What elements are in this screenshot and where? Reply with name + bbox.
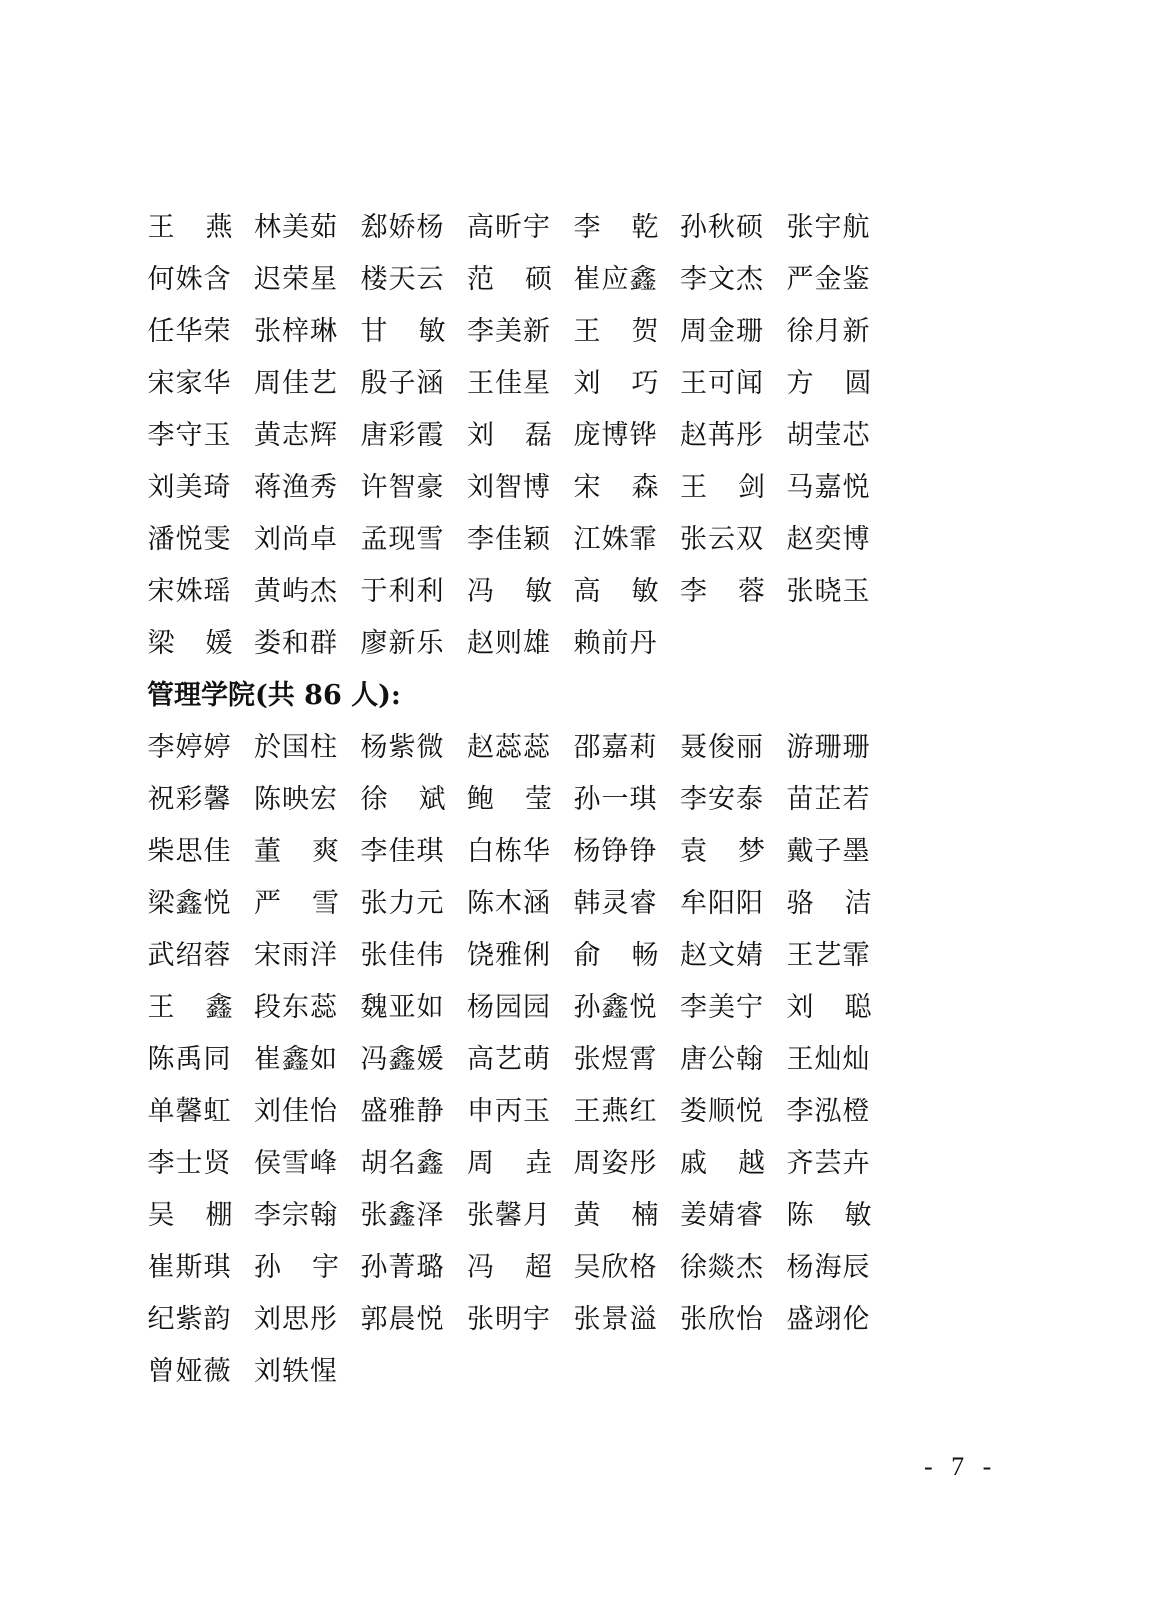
person-name: 娄 和 群 <box>254 628 337 659</box>
person-name: 李 佳 琪 <box>360 836 444 867</box>
person-name: 赖 前 丹 <box>573 628 657 659</box>
person-name: 高 敏 <box>573 576 659 607</box>
person-name: 冯 鑫 媛 <box>360 1044 444 1075</box>
person-name: 王 鑫 <box>147 992 233 1023</box>
person-name: 胡 名 鑫 <box>360 1148 444 1179</box>
person-name: 张 欣 怡 <box>680 1304 763 1335</box>
person-name: 苗 芷 若 <box>786 784 870 815</box>
person-name: 郭 晨 悦 <box>360 1304 444 1335</box>
person-name: 单 馨 虹 <box>147 1096 231 1127</box>
person-name: 白 栋 华 <box>467 836 550 867</box>
person-name: 张 明 宇 <box>467 1304 550 1335</box>
person-name: 柴 思 佳 <box>147 836 231 867</box>
person-name: 赵 则 雄 <box>467 628 550 659</box>
person-name: 杨 紫 微 <box>360 732 444 763</box>
person-name: 李 泓 橙 <box>786 1096 870 1127</box>
person-name: 曾 娅 薇 <box>147 1356 231 1387</box>
name-row <box>147 1190 887 1242</box>
person-name: 甘 敏 <box>360 316 446 347</box>
person-name: 许 智 豪 <box>360 472 444 503</box>
person-name: 李 婷 婷 <box>147 732 231 763</box>
person-name: 高 昕 宇 <box>467 212 550 243</box>
person-name: 李 美 宁 <box>680 992 763 1023</box>
section-heading-management-school: 管理学院(共 86 人): <box>147 680 401 711</box>
person-name: 陈 敏 <box>786 1200 872 1231</box>
name-row <box>147 1294 887 1346</box>
person-name: 邵 嘉 莉 <box>573 732 657 763</box>
person-name: 董 爽 <box>254 836 339 867</box>
name-list-document <box>147 202 887 1398</box>
person-name: 范 硕 <box>467 264 552 295</box>
person-name: 李 安 泰 <box>680 784 763 815</box>
person-name: 唐 公 翰 <box>680 1044 763 1075</box>
person-name: 张 馨 月 <box>467 1200 550 1231</box>
person-name: 马 嘉 悦 <box>786 472 870 503</box>
person-name: 鲍 莹 <box>467 784 552 815</box>
person-name: 赵 奕 博 <box>786 524 870 555</box>
person-name: 李 美 新 <box>467 316 550 347</box>
person-name: 戴 子 墨 <box>786 836 870 867</box>
name-row <box>147 878 887 930</box>
person-name: 周 金 珊 <box>680 316 763 347</box>
person-name: 姜 婧 睿 <box>680 1200 763 1231</box>
name-row <box>147 462 887 514</box>
person-name: 张 晓 玉 <box>786 576 870 607</box>
person-name: 于 利 利 <box>360 576 444 607</box>
person-name: 孙 宇 <box>254 1252 339 1283</box>
person-name: 徐 斌 <box>360 784 446 815</box>
person-name: 方 圆 <box>786 368 872 399</box>
person-name: 殷 子 涵 <box>360 368 444 399</box>
person-name: 於 国 柱 <box>254 732 337 763</box>
person-name: 骆 洁 <box>786 888 872 919</box>
person-name: 张 鑫 泽 <box>360 1200 444 1231</box>
name-row <box>147 722 887 774</box>
person-name: 盛 雅 静 <box>360 1096 444 1127</box>
section-1-name-list <box>147 202 887 670</box>
person-name: 申 丙 玉 <box>467 1096 550 1127</box>
person-name: 庞 博 铧 <box>573 420 657 451</box>
name-row <box>147 566 887 618</box>
person-name: 纪 紫 韵 <box>147 1304 231 1335</box>
person-name: 侯 雪 峰 <box>254 1148 337 1179</box>
person-name: 李 佳 颖 <box>467 524 550 555</box>
person-name: 黄 志 辉 <box>254 420 337 451</box>
person-name: 赵 苒 彤 <box>680 420 763 451</box>
person-name: 崔 鑫 如 <box>254 1044 337 1075</box>
person-name: 宋 森 <box>573 472 659 503</box>
person-name: 王 艺 霏 <box>786 940 870 971</box>
person-name: 王 燕 <box>147 212 233 243</box>
person-name: 孟 现 雪 <box>360 524 444 555</box>
name-row <box>147 202 887 254</box>
person-name: 周 佳 艺 <box>254 368 337 399</box>
person-name: 刘 佳 怡 <box>254 1096 337 1127</box>
person-name: 孙 菁 璐 <box>360 1252 444 1283</box>
person-name: 武 绍 蓉 <box>147 940 231 971</box>
person-name: 任 华 荣 <box>147 316 231 347</box>
person-name: 廖 新 乐 <box>360 628 444 659</box>
person-name: 冯 敏 <box>467 576 552 607</box>
name-row <box>147 1086 887 1138</box>
person-name: 陈 映 宏 <box>254 784 337 815</box>
person-name: 赵 文 婧 <box>680 940 763 971</box>
person-name: 孙 鑫 悦 <box>573 992 657 1023</box>
person-name: 祝 彩 馨 <box>147 784 231 815</box>
person-name: 盛 翊 伦 <box>786 1304 870 1335</box>
person-name: 刘 磊 <box>467 420 552 451</box>
page-number: - 7 - <box>924 1452 998 1481</box>
name-row <box>147 1242 887 1294</box>
person-name: 张 力 元 <box>360 888 444 919</box>
person-name: 周 姿 彤 <box>573 1148 657 1179</box>
name-row <box>147 254 887 306</box>
person-name: 迟 荣 星 <box>254 264 337 295</box>
person-name: 李 守 玉 <box>147 420 231 451</box>
person-name: 吴 棚 <box>147 1200 233 1231</box>
person-name: 戚 越 <box>680 1148 765 1179</box>
person-name: 黄 屿 杰 <box>254 576 337 607</box>
person-name: 宋 姝 瑶 <box>147 576 231 607</box>
person-name: 郄 娇 杨 <box>360 212 444 243</box>
person-name: 周 垚 <box>467 1148 552 1179</box>
person-name: 胡 莹 芯 <box>786 420 870 451</box>
person-name: 俞 畅 <box>573 940 659 971</box>
person-name: 陈 木 涵 <box>467 888 550 919</box>
person-name: 杨 铮 铮 <box>573 836 657 867</box>
person-name: 王 佳 星 <box>467 368 550 399</box>
person-name: 齐 芸 卉 <box>786 1148 870 1179</box>
person-name: 袁 梦 <box>680 836 765 867</box>
person-name: 张 景 溢 <box>573 1304 657 1335</box>
person-name: 杨 园 园 <box>467 992 550 1023</box>
person-name: 孙 秋 硕 <box>680 212 763 243</box>
person-name: 楼 天 云 <box>360 264 444 295</box>
person-name: 崔 斯 琪 <box>147 1252 231 1283</box>
person-name: 李 乾 <box>573 212 659 243</box>
person-name: 徐 燚 杰 <box>680 1252 763 1283</box>
name-row <box>147 410 887 462</box>
person-name: 蒋 渔 秀 <box>254 472 337 503</box>
person-name: 刘 尚 卓 <box>254 524 337 555</box>
name-row <box>147 1346 887 1398</box>
person-name: 娄 顺 悦 <box>680 1096 763 1127</box>
person-name: 梁 媛 <box>147 628 233 659</box>
name-row <box>147 930 887 982</box>
person-name: 王 灿 灿 <box>786 1044 870 1075</box>
person-name: 李 文 杰 <box>680 264 763 295</box>
person-name: 张 宇 航 <box>786 212 870 243</box>
person-name: 韩 灵 睿 <box>573 888 657 919</box>
name-row <box>147 1138 887 1190</box>
person-name: 杨 海 辰 <box>786 1252 870 1283</box>
person-name: 张 煜 霄 <box>573 1044 657 1075</box>
person-name: 刘 美 琦 <box>147 472 231 503</box>
name-row <box>147 618 887 670</box>
person-name: 林 美 茹 <box>254 212 337 243</box>
person-name: 刘 巧 <box>573 368 659 399</box>
person-name: 唐 彩 霞 <box>360 420 444 451</box>
person-name: 刘 轶 惺 <box>254 1356 337 1387</box>
person-name: 饶 雅 俐 <box>467 940 550 971</box>
name-row <box>147 1034 887 1086</box>
person-name: 王 燕 红 <box>573 1096 657 1127</box>
person-name: 潘 悦 雯 <box>147 524 231 555</box>
person-name: 赵 蕊 蕊 <box>467 732 550 763</box>
person-name: 宋 家 华 <box>147 368 231 399</box>
person-name: 张 云 双 <box>680 524 763 555</box>
person-name: 吴 欣 格 <box>573 1252 657 1283</box>
person-name: 冯 超 <box>467 1252 552 1283</box>
person-name: 梁 鑫 悦 <box>147 888 231 919</box>
name-row <box>147 514 887 566</box>
name-row <box>147 826 887 878</box>
person-name: 陈 禹 同 <box>147 1044 231 1075</box>
person-name: 聂 俊 丽 <box>680 732 763 763</box>
section-2-name-list <box>147 722 887 1398</box>
person-name: 张 梓 琳 <box>254 316 337 347</box>
person-name: 段 东 蕊 <box>254 992 337 1023</box>
person-name: 牟 阳 阳 <box>680 888 763 919</box>
person-name: 刘 聪 <box>786 992 872 1023</box>
person-name: 高 艺 萌 <box>467 1044 550 1075</box>
person-name: 王 剑 <box>680 472 765 503</box>
person-name: 严 雪 <box>254 888 339 919</box>
person-name: 李 士 贤 <box>147 1148 231 1179</box>
person-name: 游 珊 珊 <box>786 732 870 763</box>
person-name: 魏 亚 如 <box>360 992 444 1023</box>
person-name: 李 宗 翰 <box>254 1200 337 1231</box>
name-row <box>147 358 887 410</box>
name-row <box>147 982 887 1034</box>
name-row <box>147 774 887 826</box>
person-name: 刘 思 彤 <box>254 1304 337 1335</box>
person-name: 孙 一 琪 <box>573 784 657 815</box>
person-name: 王 可 闻 <box>680 368 763 399</box>
person-name: 张 佳 伟 <box>360 940 444 971</box>
person-name: 王 贺 <box>573 316 659 347</box>
person-name: 严 金 鉴 <box>786 264 870 295</box>
name-row <box>147 306 887 358</box>
person-name: 何 姝 含 <box>147 264 231 295</box>
person-name: 李 蓉 <box>680 576 765 607</box>
person-name: 江 姝 霏 <box>573 524 657 555</box>
person-name: 崔 应 鑫 <box>573 264 657 295</box>
person-name: 宋 雨 洋 <box>254 940 337 971</box>
person-name: 刘 智 博 <box>467 472 550 503</box>
person-name: 黄 楠 <box>573 1200 659 1231</box>
person-name: 徐 月 新 <box>786 316 870 347</box>
